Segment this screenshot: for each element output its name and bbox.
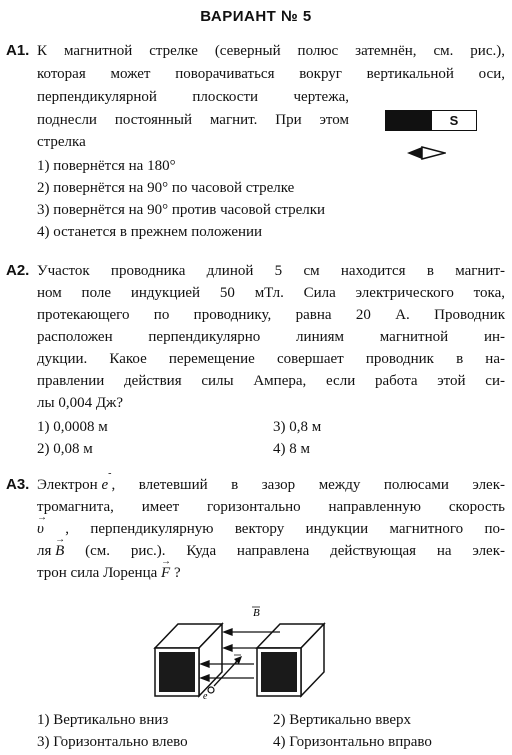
electron-symbol: e bbox=[101, 477, 109, 493]
a3-text: (см. рис.). Куда направлена действующая на элек- bbox=[64, 543, 505, 559]
a3-text-line: тромагнита, имеет горизонтально направленную скорость bbox=[37, 499, 505, 515]
electron-charge-sign: - bbox=[108, 468, 112, 479]
permanent-magnet bbox=[385, 110, 477, 131]
a1-option-4: 4) останется в прежнем положении bbox=[37, 224, 263, 240]
a3-text-line bbox=[37, 518, 505, 540]
a1-option-1: 1) повернётся на 180° bbox=[37, 158, 176, 174]
a1-text-line: стрелка bbox=[37, 134, 86, 150]
left-pole-shading bbox=[159, 652, 195, 692]
a3-text-line bbox=[37, 468, 505, 496]
a2-text-line: расположен перпендикулярно линиям магнитной ин- bbox=[37, 329, 505, 345]
a1-option-3: 3) повернётся на 90° против часовой стрелки bbox=[37, 202, 326, 218]
a1-text-line: поднесли постоянный магнит. При этом bbox=[37, 112, 349, 128]
a3-text: трон сила Лоренца bbox=[37, 565, 162, 581]
figure-label-v: υ bbox=[235, 656, 240, 667]
a3-text: , влетевший в зазор между полюсами элек- bbox=[111, 477, 505, 493]
electron-dot bbox=[208, 687, 214, 693]
right-pole-shading bbox=[261, 652, 297, 692]
a2-text-line: протекающего по проводнику, равна 20 А. Проводник bbox=[37, 307, 505, 323]
question-number-a2: А2. bbox=[6, 262, 30, 279]
a2-option-4: 4) 8 м bbox=[273, 441, 310, 457]
a2-option-2: 2) 0,08 м bbox=[37, 441, 93, 457]
figure-label-b: B bbox=[253, 607, 260, 619]
a3-text: ля bbox=[37, 543, 56, 559]
a2-text-line: лы 0,004 Дж? bbox=[37, 395, 124, 411]
needle-south-half bbox=[422, 147, 445, 159]
electromagnet-figure bbox=[150, 598, 360, 700]
question-number-a3: А3. bbox=[6, 476, 30, 493]
page-title: ВАРИАНТ № 5 bbox=[200, 8, 312, 25]
a3-text: Электрон bbox=[37, 477, 102, 493]
magnet-north-pole bbox=[386, 111, 432, 130]
a2-text-line: ном поле индукцией 50 мТл. Сила электрического тока, bbox=[37, 285, 505, 301]
magnetic-needle-icon bbox=[406, 146, 446, 160]
a2-option-3: 3) 0,8 м bbox=[273, 419, 322, 435]
velocity-vector-symbol: → υ bbox=[37, 518, 44, 540]
a2-text-line: дукции. Какое перемещение совершает проводник в на- bbox=[37, 351, 505, 367]
induction-vector-symbol: → B bbox=[55, 540, 64, 562]
a1-text-line: К магнитной стрелке (северный полюс затемнён, см. рис.), bbox=[37, 43, 505, 59]
a3-option-1: 1) Вертикально вниз bbox=[37, 712, 169, 728]
a2-text-line: Участок проводника длиной 5 см находится в магнит- bbox=[37, 263, 505, 279]
question-number-a1: А1. bbox=[6, 42, 30, 59]
magnet-south-pole-label: S bbox=[449, 113, 459, 128]
a1-option-2: 2) повернётся на 90° по часовой стрелке bbox=[37, 180, 295, 196]
figure-label-e: e bbox=[203, 691, 208, 700]
a1-text-line: перпендикулярной плоскости чертежа, bbox=[37, 89, 349, 105]
a3-text-line bbox=[37, 562, 181, 584]
a3-text: , перпендикулярную вектору индукции магнитного по- bbox=[43, 521, 505, 537]
a3-text: ? bbox=[170, 565, 181, 581]
lorentz-force-symbol: → F bbox=[161, 562, 170, 584]
a2-text-line: правлении действия силы Ампера, если работа этой си- bbox=[37, 373, 505, 389]
needle-north-half bbox=[407, 147, 422, 159]
a1-text-line: которая может поворачиваться вокруг вертикальной оси, bbox=[37, 66, 505, 82]
a3-text-line bbox=[37, 540, 505, 562]
a3-option-3: 3) Горизонтально влево bbox=[37, 734, 188, 750]
a3-option-2: 2) Вертикально вверх bbox=[273, 712, 411, 728]
a2-option-1: 1) 0,0008 м bbox=[37, 419, 108, 435]
a3-option-4: 4) Горизонтально вправо bbox=[273, 734, 432, 750]
